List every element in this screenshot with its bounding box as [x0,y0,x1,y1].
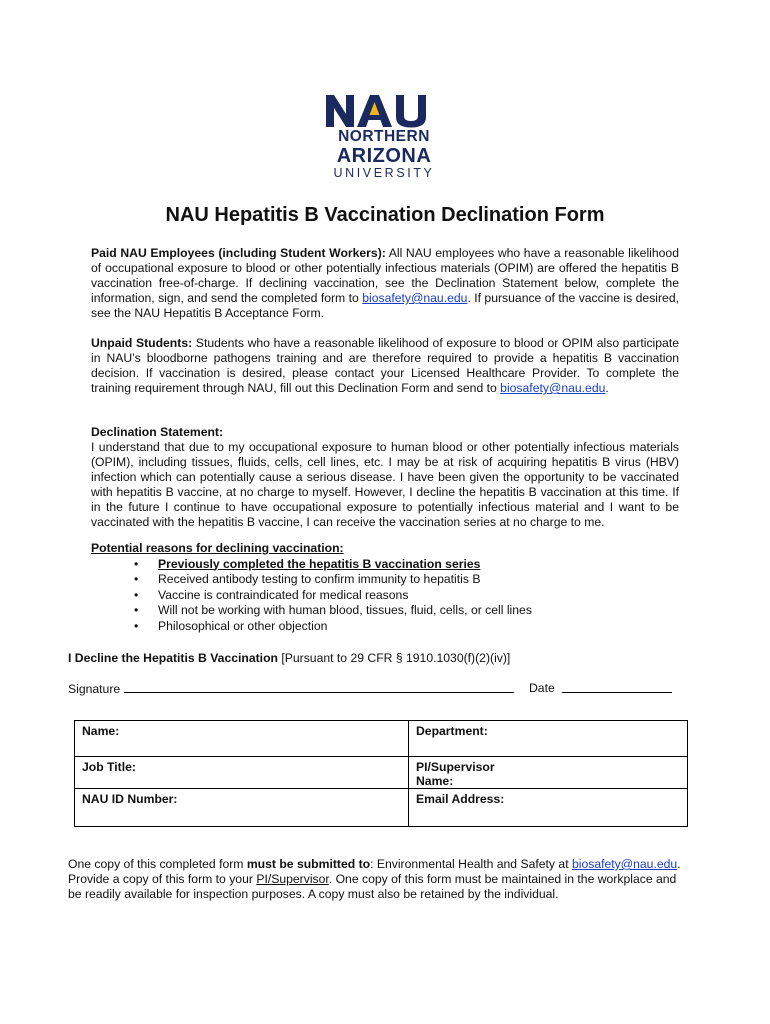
department-field[interactable]: Department: [409,721,688,757]
declination-text: I understand that due to my occupational exposure to human blood or other potentially infectious materials (OPIM), including tissues, fluids, cells, cell lines, etc. I may be at risk of acquiring hepatitis B virus (HBV) infection which can potentially cause a serious disease. I have been given the opportunity to be vaccinated with hepatitis B vaccine, at no charge to myself. However, I decline the hepatitis B vaccination at this time. If in the future I continue to have occupational exposure to potentially infectious material and I want to be vaccinated with the hepatitis B vaccine, I can receive the vaccination series at no charge to me. [91,440,679,529]
biosafety-email-link[interactable]: biosafety@nau.edu [500,381,606,395]
bullet-icon: • [134,572,139,586]
signature-row [68,681,688,696]
reasons-list [91,557,679,635]
name-field[interactable]: Name: [75,721,409,757]
employee-info-table [74,720,688,827]
reason-item: • Philosophical or other objection [134,618,328,633]
bullet-icon: • [134,587,139,602]
reason-item: • Will not be working with human blood, tissues, fluid, cells, or cell lines [134,603,532,617]
submission-instructions: One copy of this completed form must be submitted to: Environmental Health and Safety at biosafety@nau.edu. Provide a copy of this form to your PI/Supervisor. One copy of this form must be maintained in the workplace and be readily available for inspection purposes. A copy must also be retained by the individual. [68,857,681,901]
bullet-icon: • [134,556,139,571]
paid-text: All NAU employees who have a reasonable likelihood of occupational exposure to blood or other potentially infectious materials (OPIM) are offered the hepatitis B vaccination free-of-charge. If declining vaccination, see the Declination Statement below, complete the information, sign, and send the completed form to [91,246,679,305]
nau-logo [324,94,442,184]
logo-northern: NORTHERN [338,128,430,145]
paid-employees-paragraph [91,246,679,321]
decline-citation: [Pursuant to 29 CFR § 1910.1030(f)(2)(iv)] [277,651,511,665]
reasons-heading: Potential reasons for declining vaccination: [91,541,344,555]
declination-heading: Declination Statement: [91,425,224,439]
supervisor-name-field[interactable]: PI/Supervisor Name: [409,757,688,789]
reason-item: • Received antibody testing to confirm immunity to hepatitis B [134,572,481,586]
supervisor-ref: PI/Supervisor [256,872,329,886]
footer-bold: must be submitted to [246,857,371,871]
reason-item: • Previously completed the hepatitis B vaccination series [134,556,481,571]
reasons-section [91,541,679,634]
decline-bold: I Decline the Hepatitis B Vaccination [68,651,278,665]
job-title-field[interactable]: Job Title: [75,757,409,789]
declination-statement [91,425,679,530]
unpaid-heading: Unpaid Students: [91,336,193,350]
biosafety-email-link[interactable]: biosafety@nau.edu [571,857,678,871]
nau-id-field[interactable]: NAU ID Number: [75,789,409,827]
biosafety-email-link[interactable]: biosafety@nau.edu [362,291,468,305]
unpaid-students-paragraph [91,336,679,396]
signature-field[interactable] [124,681,514,693]
date-field[interactable] [562,681,672,693]
paid-text-end: . If pursuance of the vaccine is desired, see the NAU Hepatitis B Acceptance Form. [91,291,679,320]
date-label: Date [529,681,555,695]
logo-arizona: ARIZONA [336,145,432,167]
logo-university: UNIVERSITY [333,166,435,180]
decline-statement [68,651,510,665]
bullet-icon: • [134,618,139,633]
bullet-icon: • [134,603,139,617]
paid-heading: Paid NAU Employees (including Student Workers): [91,246,386,260]
unpaid-text-end: . [605,381,609,395]
nau-logo-mark [324,94,442,128]
email-address-field[interactable]: Email Address: [409,789,688,827]
reason-item: • Vaccine is contraindicated for medical reasons [134,587,409,602]
signature-label: Signature [68,682,121,696]
page-title: NAU Hepatitis B Vaccination Declination Form [165,204,605,226]
unpaid-text: Students who have a reasonable likelihood of exposure to blood or OPIM also participate in NAU’s bloodborne pathogens training and are therefore required to provide a hepatitis B vaccination decision. If vaccination is desired, please contact your Licensed Healthcare Provider. To complete the training requirement through NAU, fill out this Declination Form and send to [91,336,679,395]
